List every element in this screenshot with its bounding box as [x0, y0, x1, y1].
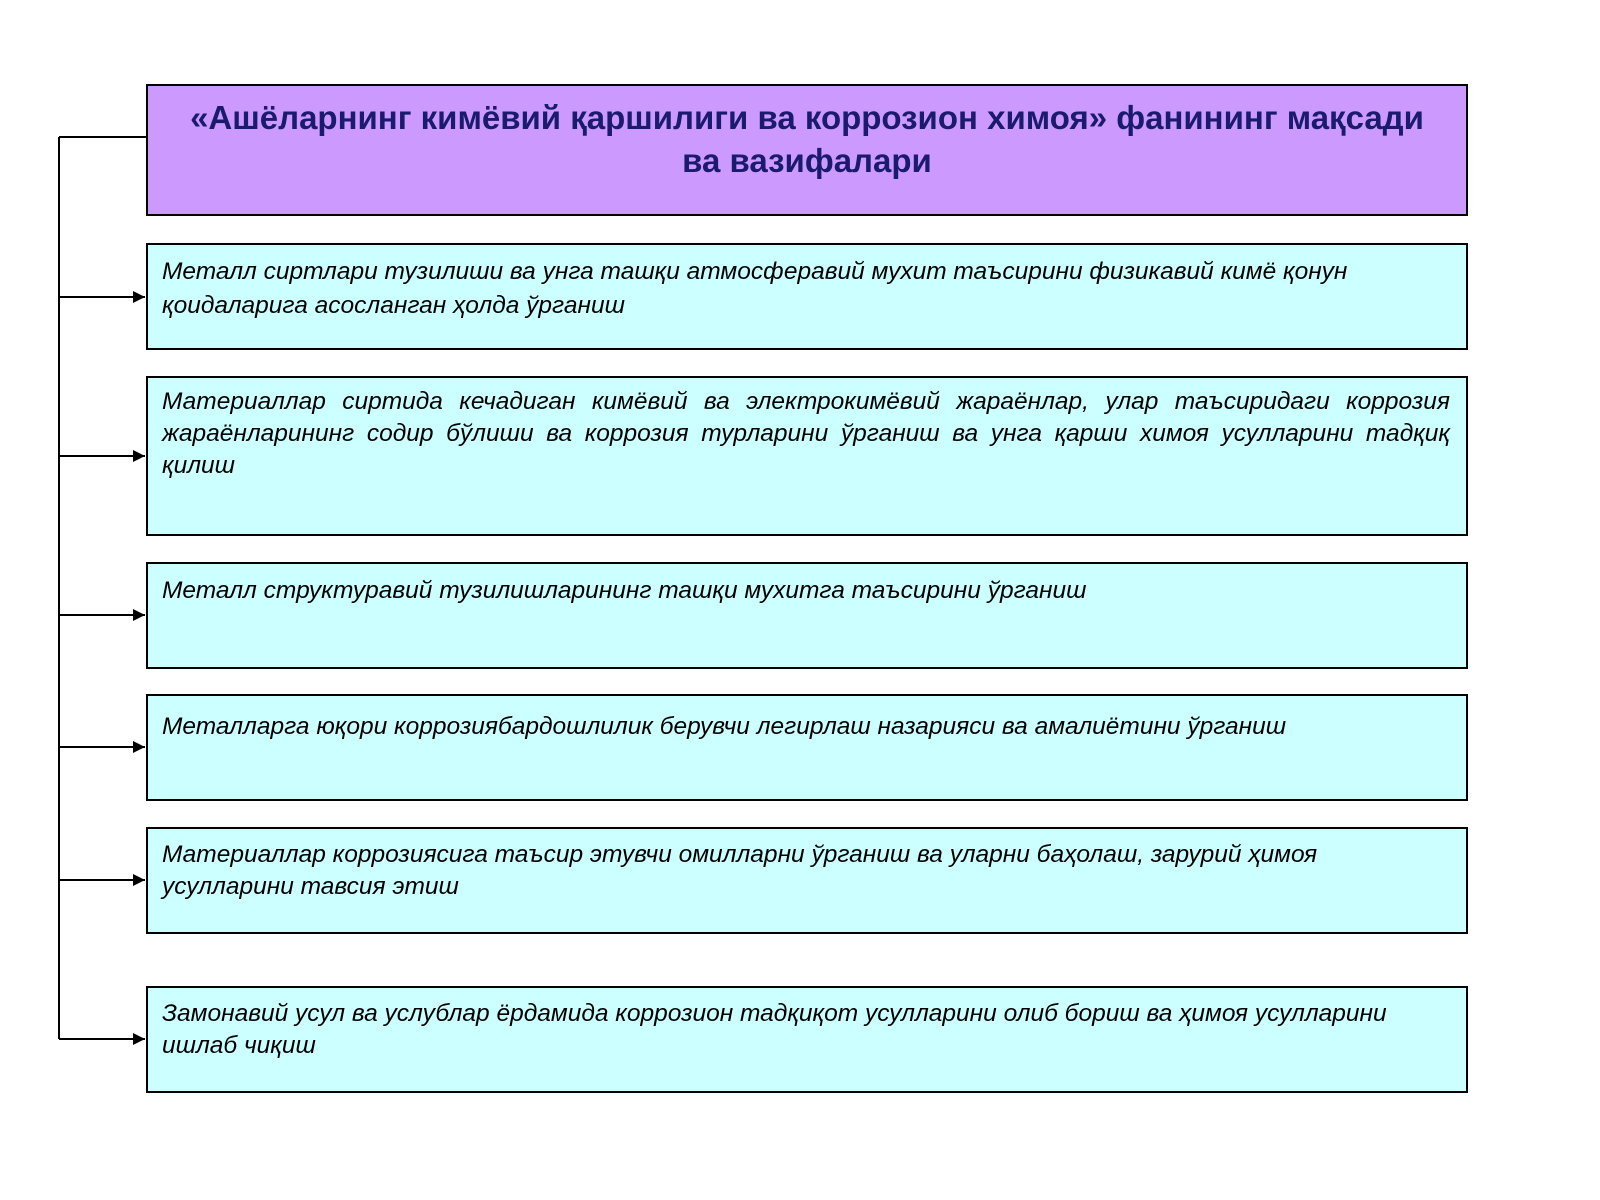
goal-text-5: Материаллар коррозиясига таъсир этувчи омилларни ўрганиш ва уларни баҳолаш, зарурий ҳимоя усулларини тавсия этиш: [162, 841, 1318, 900]
goal-box-3: [146, 562, 1468, 669]
goal-text-3: Металл структуравий тузилишларининг ташқи мухитга таъсирини ўрганиш: [162, 577, 1087, 604]
goal-box-2: [146, 376, 1468, 536]
goal-box-6: [146, 986, 1468, 1093]
goal-text-1: Металл сиртлари тузилиши ва унга ташқи атмосферавий мухит таъсирини физикавий кимё қонун қоидаларига асосланган ҳолда ўрганиш: [162, 258, 1348, 319]
goal-text-6: Замонавий усул ва услублар ёрдамида коррозион тадқиқот усулларини олиб бориш ва ҳимоя усулларини ишлаб чиқиш: [162, 1000, 1387, 1059]
diagram-title: «Ашёларнинг кимёвий қаршилиги ва коррозион химоя» фанининг мақсади ва вазифалари: [190, 99, 1424, 179]
goal-box-5: [146, 827, 1468, 934]
goal-text-2: Материаллар сиртида кечадиган кимёвий ва электрокимёвий жараёнлар, улар таъсиридаги коррозия жараёнларининг содир бўлиши ва коррозия турларини ўрганиш ва унга қарши химоя усулларини тадқиқ қилиш: [162, 388, 1450, 479]
goal-box-1: [146, 243, 1468, 350]
goal-box-4: [146, 694, 1468, 801]
goal-text-4: Металларга юқори коррозиябардошлилик берувчи легирлаш назарияси ва амалиётини ўрганиш: [162, 713, 1287, 740]
title-box: [146, 84, 1468, 216]
